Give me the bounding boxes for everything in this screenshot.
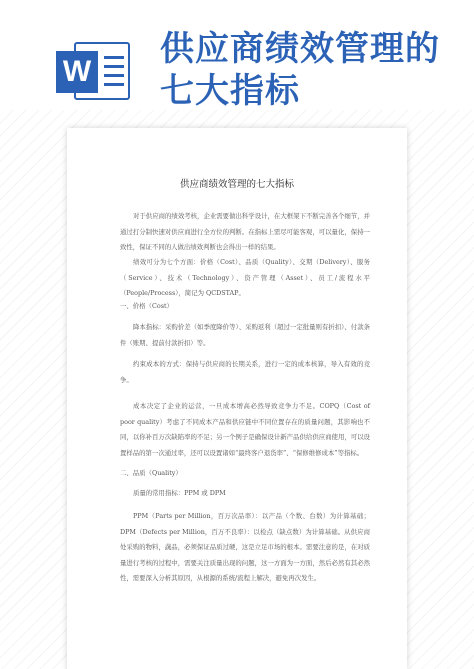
word-letter-badge: W — [56, 51, 98, 93]
paragraph-overview: 绩效可分为七个方面：价格（Cost）、品质（Quality）、交期（Delivery）、服务（Service）、技术（Technology）、资产管理（Asset）、员工/流程水平（People/Process），简记为 QCDSTAP。 — [120, 258, 370, 297]
paragraph-quality-metrics: 质量的常用指标：PPM 或 DPM — [133, 489, 226, 497]
header-banner — [0, 0, 474, 110]
document-page — [67, 128, 407, 669]
paragraph-ppm-dpm: PPM（Parts per Million，百万次品率）：以产品（个数、台数）为计算基础；DPM（Defects per Million，百万不良率）：以检点（缺点数）为计算基础。从供应商处采购的物料，蔬品，必须保证品质过硬，这是立足市场的根本。需要注意的是，在对质量进行考核的过程中，需要关注质量出现的问题，这一方面为一方面，然后必然有其必然性，需要深入分析其原因，从根源的系统/流程上解决，避免再次发生。 — [120, 512, 370, 582]
paragraph-cost-indicators: 降本指标：采购价差（如季度降价等）、采购返利（超过一定批量则有折扣）、付款条件（账期、提前付款折扣）等。 — [120, 323, 370, 347]
paragraph-intro: 对于供应商的绩效考核，企业需要做出科学设计，在大框架下不断完善各个细节，并通过打分制快速对供应商进行全方位的判断。在指标上需尽可能客观，可以量化，保持一致性，保证不同的人做出绩效判断也会得出一样的结果。 — [120, 212, 370, 251]
paragraph-cost-constraints: 约束成本的方式：保持与供应商的长期关系，进行一定的成本核算，导入有效的竞争。 — [120, 360, 370, 384]
section-heading-cost: 一、价格（Cost） — [120, 302, 173, 310]
page-title — [160, 28, 460, 112]
document-heading: 供应商绩效管理的七大指标 — [179, 179, 294, 190]
paragraph-copq: 成本决定了企业的运营，一旦成本增高必然导致竞争力不足。COPQ（Cost of poor quality）考虑了不同成本产品和供应链中不同位置存在的质量问题，其影响也不同，以你补百万次缺陷率的不足；另一个例子是确保设计新产品供给供应商使用，可以设置样品的第一次通过率，还可以设置诸如“最终客户退货率”、“保修维修成本”等指标。 — [120, 402, 370, 457]
section-heading-quality: 二、品质（Quality） — [120, 469, 182, 477]
page-title-line1: 供应商绩效管理的 — [160, 29, 440, 69]
page-title-line2: 七大指标 — [160, 71, 300, 111]
word-document-icon — [56, 42, 132, 100]
